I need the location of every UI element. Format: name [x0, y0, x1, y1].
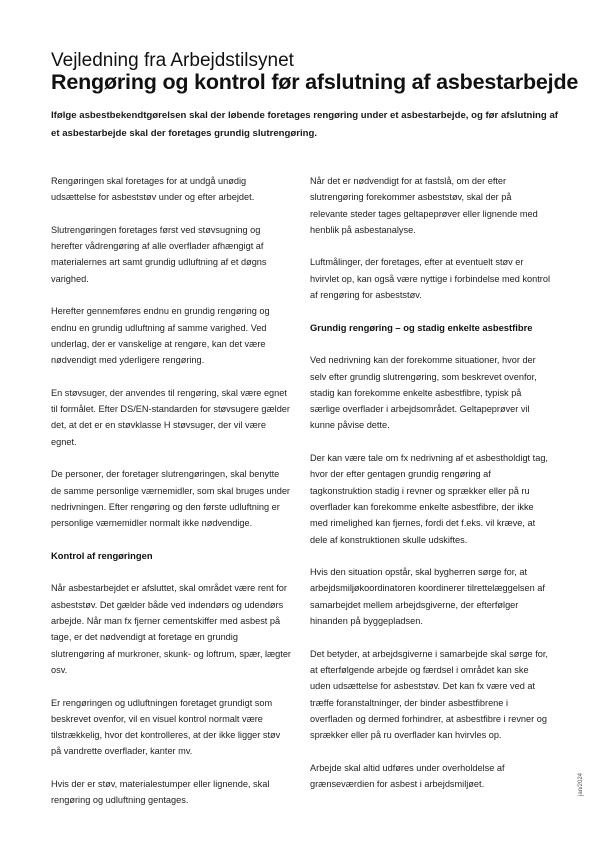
section-heading-fibres: Grundig rengøring – og stadig enkelte asbestfibre — [310, 321, 533, 333]
paragraph: Når asbestarbejdet er afsluttet, skal området være rent for asbeststøv. Det gælder både ved indendørs og udendørs arbejde. Når man fx fjerner cementskiffer med asbest på tage, er det nødvendigt at foretage en grundig slutrengøring af murkroner, skunk- og loftrum, spær, lægter osv. — [51, 583, 291, 675]
paragraph: Slutrengøringen foretages først ved støvsugning og herefter vådrengøring af alle overflader afhængigt af materialernes art samt grundig udluftning af et døgns varighed. — [51, 224, 267, 284]
paragraph: En støvsuger, der anvendes til rengøring, skal være egnet til formålet. Efter DS/EN-standarden for støvsugere gælder det, at det er en støvklasse H støvsuger, der vil være egnet. — [51, 387, 290, 447]
intro-paragraph: Ifølge asbestbekendtgørelsen skal der løbende foretages rengøring under et asbestarbejde, og før afslutning af et asbestarbejde skal der foretages grundig slutrengøring. — [51, 110, 558, 139]
paragraph: Arbejde skal altid udføres under overholdelse af grænseværdien for asbest i arbejdsmiljøet. — [310, 762, 505, 789]
paragraph: Luftmålinger, der foretages, efter at eventuelt støv er hvirvlet op, kan også være nyttige i forbindelse med kontrol af rengøring for asbeststøv. — [310, 257, 551, 301]
paragraph: Er rengøringen og udluftningen foretaget grundigt som beskrevet ovenfor, vil en visuel kontrol normalt være tilstrækkelig, hvor det kontrolleres, at der ikke ligger støv på vandrette overflader, kanter mv. — [51, 697, 281, 757]
document-subtitle: Vejledning fra Arbejdstilsynet — [51, 50, 294, 71]
paragraph: Herefter gennemføres endnu en grundig rengøring og endnu en grundig udluftning af samme varighed. Ved underlag, der er vanskelige at rengøre, kan det være nødvendigt med yderligere rengøring. — [51, 306, 270, 366]
paragraph: Det betyder, at arbejdsgiverne i samarbejde skal sørge for, at efterfølgende arbejde og færdsel i området kan ske uden udsættelse for asbeststøv. Det kan fx være ved at træffe foranstaltninger, der binder asbestfibrene i overfladen og dermed forhindrer, at asbestfibre i revner og sprækker eller på ru overflader kan hvirvles op. — [310, 648, 548, 741]
left-column — [51, 173, 292, 825]
paragraph: Rengøringen skal foretages for at undgå unødig udsættelse for asbeststøv under og efter arbejdet. — [51, 176, 255, 203]
paragraph: Når det er nødvendigt for at fastslå, om der efter slutrengøring forekommer asbeststøv, skal der på relevante steder tages geltapeprøver eller lignende med henblik på asbestanalyse. — [310, 176, 538, 235]
paragraph: Hvis den situation opstår, skal bygherren sørge for, at arbejdsmiljøkoordinatoren koordinerer tilrettelæggelsen af samarbejdet mellem arbejdsgiverne, der efterfølger hinanden på byggepladsen. — [310, 567, 545, 627]
section-heading-control: Kontrol af rengøringen — [51, 549, 153, 561]
document-date-code: jan/2024 — [578, 772, 584, 796]
document-title: Rengøring og kontrol før afslutning af asbestarbejde — [51, 70, 579, 94]
right-column — [310, 173, 551, 809]
paragraph: Hvis der er støv, materialestumper eller lignende, skal rengøring og udluftning gentages. — [51, 778, 270, 806]
paragraph: De personer, der foretager slutrengøringen, skal benytte de samme personlige værnemidler, som skal bruges under nedrivningen. Efter rengøring og den første udluftning er personlige værnemidler normalt ikke nødvendige. — [51, 469, 290, 529]
paragraph: Der kan være tale om fx nedrivning af et asbestholdigt tag, hvor der efter gentagen grundig rengøring af tagkonstruktion stadig i revner og sprækker eller på ru overflader kan forekomme enkelte asbestfibre, der ikke med rimelighed kan fjernes, fordi det f.eks. vil kræve, at dele af konstruktionen skulle udskiftes. — [310, 453, 548, 545]
paragraph: Ved nedrivning kan der forekomme situationer, hvor der selv efter grundig slutrengøring, som beskrevet ovenfor, stadig kan forekomme enkelte asbestfibre, typisk på særlige overflader i arbejdsområdet. Geltapeprøver vil kunne påvise dette. — [310, 355, 537, 431]
